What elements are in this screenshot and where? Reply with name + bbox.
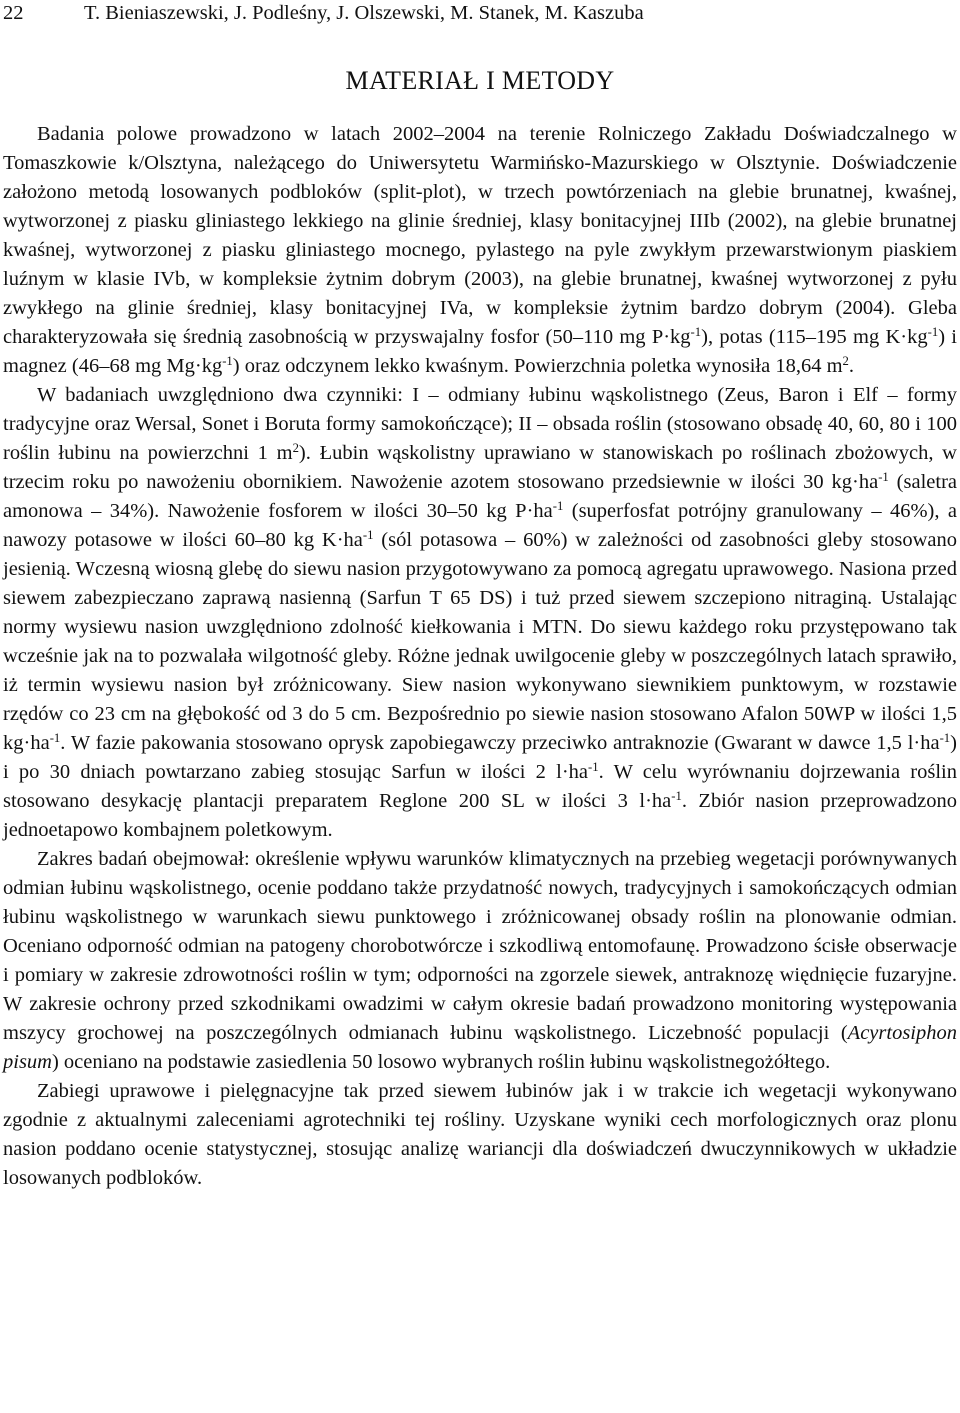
text-run: (superfosfat potrójny granulowany – 46%), a nawozy potasowe w ilości 60–80 kg K·ha — [3, 500, 957, 551]
text-run: ) i magnez (46–68 mg Mg·kg — [3, 326, 957, 377]
paragraph-materials-site — [3, 120, 957, 381]
superscript: -1 — [671, 789, 682, 804]
superscript: -1 — [222, 354, 233, 369]
superscript: -1 — [552, 499, 564, 514]
text-run: Zakres badań obejmował: określenie wpływu warunków klimatycznych na przebieg wegetacji porównywanych odmian łubinu wąskolistnego, ocenie poddano także przydatność nowych, tradycyjnych i samokończących odmian łubinu wąskolistnego w warunkach siewu punktowego i zróżnicowanej obsady roślin na plonowanie odmian. Oceniano odporność odmian na patogeny chorobotwórcze i szkodliwą entomofaunę. Prowadzono ścisłe obserwacje i pomiary w zakresie zdrowotności roślin w tym; odporności na zgorzele siewek, antraknozę więdnięcie fuzaryjne. W zakresie ochrony przed szkodnikami owadzimi w całym okresie badań prowadzono monitoring występowania mszycy grochowej na poszczególnych odmianach łubinu wąskolistnego. Liczebność populacji ( — [3, 848, 957, 1044]
paragraph-statistics — [3, 1077, 957, 1193]
text-run: (sól potasowa – 60%) w zależności od zasobności gleby stosowano jesienią. Wczesną wiosną glebę do siewu nasion przygotowywano za pomocą agregatu uprawowego. Nasiona przed siewem zabezpieczano zaprawą nasienną (Sarfun T 65 DS) i tuż przed siewem szczepiono nitraginą. Ustalając normy wysiewu nasion uwzględniono zdolność kiełkowania i MTN. Do siewu każdego roku przystępowano tak wcześnie jak na to pozwalała wilgotność gleby. Różne jednak uwilgocenie gleby w poszczególnych latach sprawiło, iż termin wysiewu nasion był zróżnicowany. Siew nasion wykonywano siewnikiem punktowym, w rozstawie rzędów co 23 cm na głębokość od 3 do 5 cm. Bezpośrednio po siewie nasion stosowano Afalon 50WP w ilości 1,5 kg·ha — [3, 529, 957, 754]
superscript: 2 — [842, 354, 849, 369]
superscript: -1 — [362, 528, 374, 543]
paragraph-factors-fertilization — [3, 381, 957, 845]
body-text — [3, 120, 957, 1193]
latin-species-name: Acyrtosiphon pisum — [3, 1022, 957, 1073]
superscript: -1 — [878, 470, 889, 485]
page-number: 22 — [3, 2, 24, 24]
text-run: . — [848, 355, 854, 377]
paragraph-research-scope — [3, 845, 957, 1077]
text-run: W badaniach uwzględniono dwa czynniki: I – odmiany łubinu wąskolistnego (Zeus, Baron i Elf – formy tradycyjne oraz Wersal, Sonet i Boruta formy samokończące); II – obsada roślin (stosowano obsadę 40, 60, 80 i 100 roślin łubinu na powierzchni 1 m — [3, 384, 957, 464]
superscript: -1 — [927, 325, 939, 340]
superscript: -1 — [49, 731, 61, 746]
text-run: ) i po 30 dniach powtarzano zabieg stosując Sarfun w ilości 2 l·ha — [3, 732, 957, 783]
text-run: (saletra amonowa – 34%). Nawożenie fosforem w ilości 30–50 kg P·ha — [3, 471, 957, 522]
text-run: Zabiegi uprawowe i pielęgnacyjne tak przed siewem łubinów jak i w trakcie ich wegetacji wykonywano zgodnie z aktualnymi zaleceniami agrotechniki tej rośliny. Uzyskane wyniki cech morfologicznych oraz plonu nasion poddano ocenie statystycznej, stosując analizę wariancji dla doświadczeń dwuczynnikowych w układzie losowanych podbloków. — [3, 1080, 957, 1189]
text-run: Badania polowe prowadzono w latach 2002–2004 na terenie Rolniczego Zakładu Doświadczalnego w Tomaszkowie k/Olsztyna, należącego do Uniwersytetu Warmińsko-Mazurskiego w Olsztynie. Doświadczenie założono metodą losowanych podbloków (split-plot), w trzech powtórzeniach na glebie brunatnej, kwaśnej, wytworzonej z piasku gliniastego lekkiego na glinie średniej, klasy bonitacyjnej IIIb (2002), na glebie brunatnej kwaśnej, wytworzonej z piasku gliniastego mocnego, pylastego na pyle zwykłym przewarstwionym piaskiem luźnym w klasie IVb, w kompleksie żytnim dobrym (2003), na glebie brunatnej, kwaśnej wytworzonej z pyłu zwykłego na glinie średniej, klasy bonitacyjnej IVa, w kompleksie żytnim bardzo dobrym (2004). Gleba charakteryzowała się średnią zasobnością w przyswajalny fosfor (50–110 mg P·kg — [3, 123, 957, 348]
running-header — [3, 0, 957, 36]
superscript: 2 — [292, 441, 299, 456]
text-run: ), potas (115–195 mg K·kg — [701, 326, 928, 348]
text-run: ). Łubin wąskolistny uprawiano w stanowiskach po roślinach zbożowych, w trzecim roku po nawożeniu obornikiem. Nawożenie azotem stosowano przedsiewnie w ilości 30 kg·ha — [3, 442, 957, 493]
header-authors: T. Bieniaszewski, J. Podleśny, J. Olszewski, M. Stanek, M. Kaszuba — [84, 2, 644, 24]
text-run: ) oceniano na podstawie zasiedlenia 50 losowo wybranych roślin łubinu wąskolistnegożółtego. — [51, 1051, 831, 1073]
text-run: . Zbiór nasion przeprowadzono jednoetapowo kombajnem poletkowym. — [3, 790, 957, 841]
text-run: . W fazie pakowania stosowano oprysk zapobiegawczy przeciwko antraknozie (Gwarant w dawce 1,5 l·ha — [60, 732, 940, 754]
text-run: . W celu wyrównaniu dojrzewania roślin stosowano desykację plantacji preparatem Reglone 200 SL w ilości 3 l·ha — [3, 761, 957, 812]
section-title: MATERIAŁ I METODY — [345, 66, 615, 95]
superscript: -1 — [690, 325, 702, 340]
superscript: -1 — [939, 731, 951, 746]
superscript: -1 — [588, 760, 599, 775]
text-run: ) oraz odczynem lekko kwaśnym. Powierzchnia poletka wynosiła 18,64 m — [232, 355, 843, 377]
